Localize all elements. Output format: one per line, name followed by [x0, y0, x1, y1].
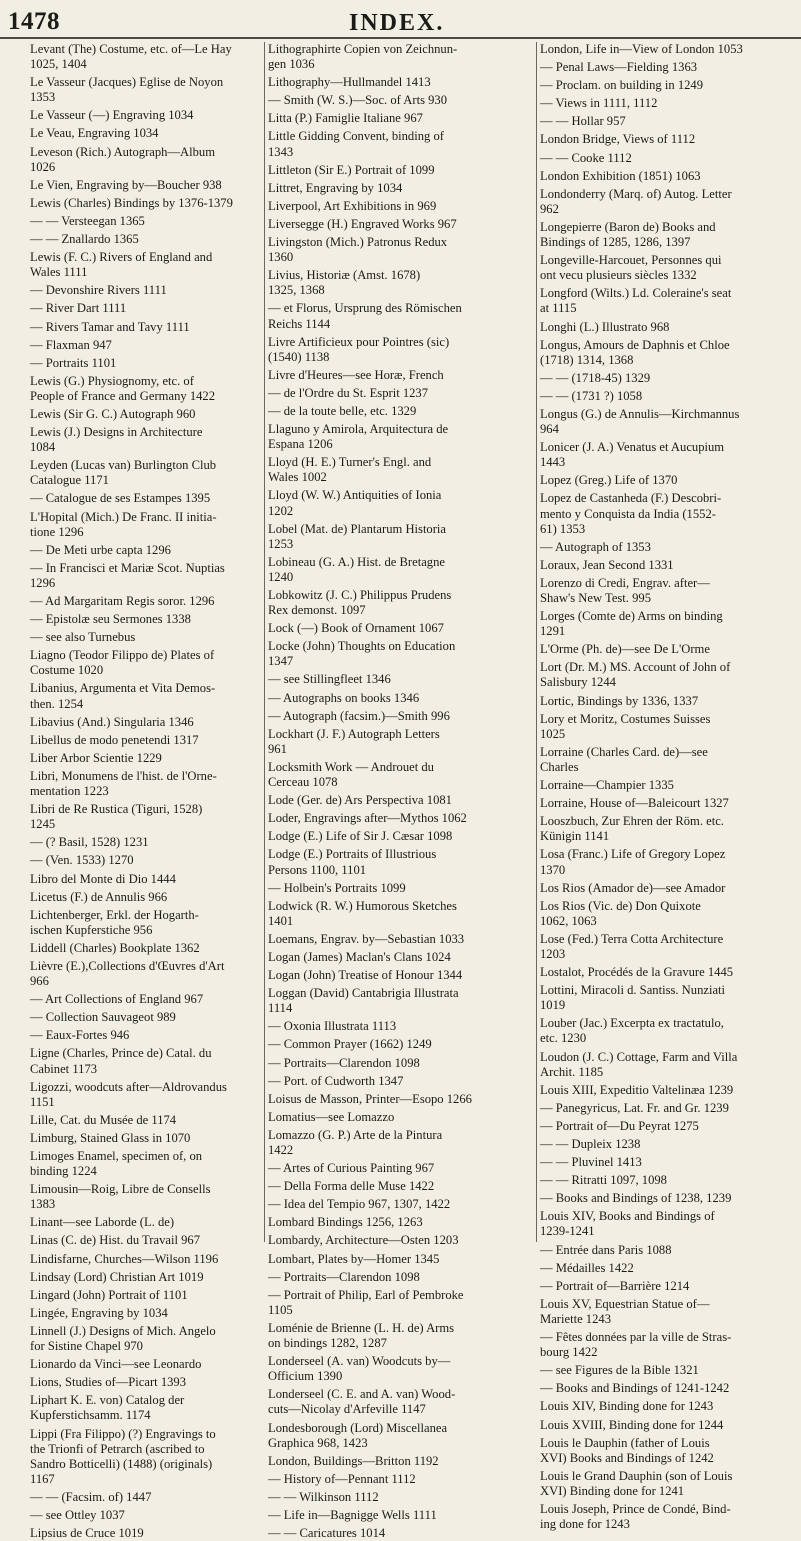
- index-entry: Lortic, Bindings by 1336, 1337: [540, 693, 699, 708]
- index-entry: Liversegge (H.) Engraved Works 967: [268, 216, 457, 231]
- index-entry: London, Life in—View of London 1053: [540, 42, 743, 56]
- index-entry: Los Rios (Vic. de) Don Quixote 1062, 1063: [540, 898, 701, 928]
- index-entry: Lombard Bindings 1256, 1263: [268, 1215, 423, 1230]
- index-entry: Lipsius de Cruce 1019: [30, 1526, 144, 1541]
- index-entry: Liphart K. E. von) Catalog der Kupferstichsamm. 1174: [30, 1393, 185, 1423]
- index-entry: Lloyd (W. W.) Antiquities of Ionia 1202: [268, 488, 442, 518]
- index-entry: L'Orme (Ph. de)—see De L'Orme: [540, 642, 710, 657]
- index-entry: — Médailles 1422: [540, 1260, 634, 1275]
- index-entry: Longford (Wilts.) Ld. Coleraine's seat at 1115: [540, 286, 732, 316]
- index-entry: Linas (C. de) Hist. du Travail 967: [30, 1233, 201, 1248]
- index-entry: — — (1718-45) 1329: [540, 370, 651, 385]
- index-entry: Lichtenberger, Erkl. der Hogarth- ischen Kupferstiche 956: [30, 907, 199, 937]
- index-entry: Little Gidding Convent, binding of 1343: [268, 129, 444, 159]
- index-entry: L'Hopital (Mich.) De Franc. II initia- tione 1296: [30, 509, 217, 539]
- index-entry: Lewis (G.) Physiognomy, etc. of People of France and Germany 1422: [30, 373, 216, 403]
- index-entry: — — Wilkinson 1112: [268, 1489, 379, 1504]
- index-entry: Loisus de Masson, Printer—Esopo 1266: [268, 1091, 472, 1106]
- index-entry: Londerseel (A. van) Woodcuts by— Officium 1390: [268, 1354, 451, 1384]
- index-entry: Livre Artificieux pour Pointres (sic) (1540) 1138: [268, 334, 450, 364]
- index-entry: Limburg, Stained Glass in 1070: [30, 1130, 191, 1145]
- index-column-1: [30, 42, 257, 1541]
- index-entry: Loemans, Engrav. by—Sebastian 1033: [268, 931, 465, 946]
- index-entry: Lombardy, Architecture—Osten 1203: [268, 1233, 459, 1248]
- index-entry: Liddell (Charles) Bookplate 1362: [30, 940, 200, 955]
- index-entry: Libavius (And.) Singularia 1346: [30, 714, 194, 729]
- index-entry: Livius, Historiæ (Amst. 1678) 1325, 1368: [268, 268, 421, 298]
- index-entry: Lottini, Miracoli d. Santiss. Nunziati 1019: [540, 983, 726, 1013]
- index-entry: Lostalot, Procédés de la Gravure 1445: [540, 965, 734, 980]
- index-entry: Loménie de Brienne (L. H. de) Arms on bindings 1282, 1287: [268, 1320, 455, 1351]
- index-entry: Lodwick (R. W.) Humorous Sketches 1401: [268, 898, 457, 928]
- index-entry: — Proclam. on building in 1249: [540, 78, 704, 93]
- index-entry: — — Cooke 1112: [540, 150, 632, 165]
- index-entry: — In Francisci et Mariæ Scot. Nuptias 1296: [30, 560, 225, 590]
- index-entry: — Life in—Bagnigge Wells 1111: [268, 1507, 437, 1522]
- index-entry: Licetus (F.) de Annulis 966: [30, 889, 168, 904]
- index-entry: — Smith (W. S.)—Soc. of Arts 930: [268, 93, 448, 108]
- index-entry: Limousin—Roig, Libre de Consells 1383: [30, 1182, 211, 1212]
- index-entry: Logan (John) Treatise of Honour 1344: [268, 968, 463, 983]
- index-entry: Lewis (J.) Designs in Architecture 1084: [30, 425, 203, 455]
- index-entry: — Views in 1111, 1112: [540, 96, 658, 111]
- index-entry: — Idea del Tempio 967, 1307, 1422: [268, 1197, 451, 1212]
- index-entry: Loudon (J. C.) Cottage, Farm and Villa Archit. 1185: [540, 1049, 738, 1079]
- index-entry: — (? Basil, 1528) 1231: [30, 835, 149, 850]
- index-entry: — — Versteegan 1365: [30, 213, 145, 228]
- index-entry: Leyden (Lucas van) Burlington Club Catalogue 1171: [30, 458, 217, 488]
- index-entry: Levant (The) Costume, etc. of—Le Hay 1025, 1404: [30, 42, 232, 72]
- index-entry: Ligozzi, woodcuts after—Aldrovandus 1151: [30, 1079, 227, 1109]
- index-entry: Llaguno y Amirola, Arquitectura de Espana 1206: [268, 422, 449, 452]
- index-entry: Lopez de Castanheda (F.) Descobri- mento y Conquista da India (1552- 61) 1353: [540, 491, 722, 536]
- index-entry: Lindisfarne, Churches—Wilson 1196: [30, 1251, 219, 1266]
- index-entry: — — (1731 ?) 1058: [540, 388, 643, 403]
- index-entry: Lippi (Fra Filippo) (?) Engravings to the Trionfi of Petrarch (ascribed to Sandro Botticelli) (1488) (originals) 1167: [30, 1426, 216, 1486]
- index-entry: Lions, Studies of—Picart 1393: [30, 1375, 187, 1390]
- index-entry: Le Vasseur (Jacques) Eglise de Noyon 1353: [30, 75, 224, 105]
- index-entry: — de la toute belle, etc. 1329: [268, 403, 417, 418]
- index-entry: — — Caricatures 1014: [268, 1526, 386, 1541]
- index-entry: Lombart, Plates by—Homer 1345: [268, 1251, 440, 1266]
- index-entry: — De Meti urbe capta 1296: [30, 542, 171, 557]
- index-entry: — Portraits—Clarendon 1098: [268, 1055, 420, 1070]
- index-entry: London, Buildings—Britton 1192: [268, 1453, 439, 1468]
- index-entry: — Books and Bindings of 1241-1242: [540, 1381, 730, 1396]
- index-entry: Livingston (Mich.) Patronus Redux 1360: [268, 235, 448, 265]
- index-entry: Lobineau (G. A.) Hist. de Bretagne 1240: [268, 554, 445, 584]
- index-entry: Limoges Enamel, specimen of, on binding 1224: [30, 1149, 203, 1179]
- index-entry: Logan (James) Maclan's Clans 1024: [268, 949, 451, 964]
- index-entry: Lingée, Engraving by 1034: [30, 1305, 168, 1320]
- index-entry: Longeville-Harcouet, Personnes qui ont vecu plusieurs siècles 1332: [540, 253, 722, 283]
- index-entry: Liverpool, Art Exhibitions in 969: [268, 198, 437, 213]
- index-entry: — — (Facsim. of) 1447: [30, 1489, 152, 1504]
- index-entry: London Exhibition (1851) 1063: [540, 168, 701, 183]
- index-entry: Libanius, Argumenta et Vita Demos- then. 1254: [30, 681, 216, 711]
- index-entry: Lobel (Mat. de) Plantarum Historia 1253: [268, 521, 447, 551]
- index-entry: Londonderry (Marq. of) Autog. Letter 962: [540, 186, 732, 216]
- index-entry: — History of—Pennant 1112: [268, 1471, 416, 1486]
- index-entry: Louis XV, Equestrian Statue of— Mariette 1243: [540, 1296, 710, 1326]
- index-entry: Libri de Re Rustica (Tiguri, 1528) 1245: [30, 802, 203, 832]
- index-entry: Louis Joseph, Prince de Condé, Bind- ing done for 1243: [540, 1501, 731, 1532]
- index-entry: Los Rios (Amador de)—see Amador: [540, 880, 726, 895]
- index-entry: — Autograph of 1353: [540, 539, 651, 554]
- index-entry: Lose (Fed.) Terra Cotta Architecture 1203: [540, 931, 724, 961]
- index-entry: Litta (P.) Famiglie Italiane 967: [268, 111, 423, 126]
- index-entry: — Panegyricus, Lat. Fr. and Gr. 1239: [540, 1100, 729, 1115]
- index-entry: — de l'Ordre du St. Esprit 1237: [268, 385, 429, 400]
- index-entry: Lobkowitz (J. C.) Philippus Prudens Rex demonst. 1097: [268, 588, 452, 618]
- index-entry: Looszbuch, Zur Ehren der Röm. etc. Künigin 1141: [540, 814, 724, 844]
- index-entry: — Portrait of—Barrière 1214: [540, 1278, 690, 1293]
- index-entry: Littret, Engraving by 1034: [268, 180, 403, 195]
- index-entry: Lockhart (J. F.) Autograph Letters 961: [268, 726, 440, 756]
- index-entry: — — Hollar 957: [540, 114, 626, 129]
- index-entry: — River Dart 1111: [30, 301, 127, 316]
- index-entry: Liber Arbor Scientie 1229: [30, 750, 162, 765]
- index-entry: — Flaxman 947: [30, 337, 112, 352]
- index-column-3: [536, 42, 801, 1532]
- index-entry: Lory et Moritz, Costumes Suisses 1025: [540, 711, 711, 741]
- index-entry: Libellus de modo penetendi 1317: [30, 732, 199, 747]
- index-entry: — Entrée dans Paris 1088: [540, 1242, 672, 1257]
- index-entry: Londesborough (Lord) Miscellanea Graphica 968, 1423: [268, 1420, 448, 1450]
- index-entry: — — Dupleix 1238: [540, 1137, 641, 1151]
- index-entry: Leveson (Rich.) Autograph—Album 1026: [30, 144, 216, 174]
- index-entry: — Portrait of—Du Peyrat 1275: [540, 1118, 699, 1133]
- index-entry: Loggan (David) Cantabrigia Illustrata 1114: [268, 986, 459, 1016]
- index-entry: — Fêtes données par la ville de Stras- bourg 1422: [540, 1330, 732, 1360]
- index-entry: Loder, Engravings after—Mythos 1062: [268, 811, 467, 826]
- index-entry: — et Florus, Ursprung des Römischen Reichs 1144: [268, 301, 462, 331]
- index-entry: — Portrait of Philip, Earl of Pembroke 1105: [268, 1287, 464, 1317]
- index-entry: Lorges (Comte de) Arms on binding 1291: [540, 609, 723, 639]
- index-entry: Ligne (Charles, Prince de) Catal. du Cabinet 1173: [30, 1046, 212, 1076]
- index-entry: Lithographirte Copien von Zeichnun- gen 1036: [268, 42, 458, 72]
- index-entry: — Catalogue de ses Estampes 1395: [30, 491, 211, 506]
- index-entry: — Common Prayer (1662) 1249: [268, 1037, 432, 1052]
- index-entry: Lode (Ger. de) Ars Perspectiva 1081: [268, 793, 452, 808]
- index-entry: — Autographs on books 1346: [268, 690, 420, 705]
- index-entry: — Penal Laws—Fielding 1363: [540, 60, 698, 75]
- index-entry: Lewis (Charles) Bindings by 1376-1379: [30, 195, 233, 210]
- index-entry: — Holbein's Portraits 1099: [268, 880, 406, 895]
- index-entry: Loraux, Jean Second 1331: [540, 557, 674, 572]
- index-entry: Livre d'Heures—see Horæ, French: [268, 367, 444, 382]
- index-entry: — Epistolæ seu Sermones 1338: [30, 612, 191, 627]
- index-entry: — Rivers Tamar and Tavy 1111: [30, 319, 190, 334]
- index-entry: — — Pluvinel 1413: [540, 1155, 642, 1170]
- index-entry: — Eaux-Fortes 946: [30, 1028, 130, 1043]
- index-entry: — — Ritratti 1097, 1098: [540, 1173, 667, 1188]
- index-entry: Le Vasseur (—) Engraving 1034: [30, 108, 194, 123]
- index-entry: Libri, Monumens de l'hist. de l'Orne- mentation 1223: [30, 768, 217, 799]
- index-entry: Linant—see Laborde (L. de): [30, 1215, 175, 1230]
- index-entry: Lopez (Greg.) Life of 1370: [540, 473, 678, 488]
- index-entry: Le Veau, Engraving 1034: [30, 126, 159, 141]
- index-entry: Locke (John) Thoughts on Education 1347: [268, 639, 456, 669]
- index-entry: Lorraine, House of—Baleicourt 1327: [540, 796, 729, 811]
- index-entry: Lort (Dr. M.) MS. Account of John of Salisbury 1244: [540, 660, 731, 690]
- index-entry: Louis XIV, Books and Bindings of 1239-1241: [540, 1209, 715, 1239]
- index-entry: Longhi (L.) Illustrato 968: [540, 319, 670, 334]
- index-entry: Lorraine (Charles Card. de)—see Charles: [540, 744, 708, 774]
- index-entry: Louis le Grand Dauphin (son of Louis XVI) Binding done for 1241: [540, 1468, 733, 1498]
- index-entry: Longus, Amours de Daphnis et Chloe (1718) 1314, 1368: [540, 337, 730, 367]
- index-entry: — (Ven. 1533) 1270: [30, 853, 134, 868]
- index-entry: Lomazzo (G. P.) Arte de la Pintura 1422: [268, 1127, 443, 1157]
- index-entry: Locksmith Work — Androuet du Cerceau 1078: [268, 759, 434, 790]
- index-entry: Lodge (E.) Life of Sir J. Cæsar 1098: [268, 829, 453, 844]
- index-entry: — see Ottley 1037: [30, 1507, 125, 1522]
- index-entry: — Art Collections of England 967: [30, 992, 204, 1007]
- index-entry: — Portraits—Clarendon 1098: [268, 1269, 420, 1284]
- index-entry: Libro del Monte di Dio 1444: [30, 871, 176, 886]
- index-entry: Lodge (E.) Portraits of Illustrious Persons 1100, 1101: [268, 847, 437, 877]
- index-entry: Lomatius—see Lomazzo: [268, 1109, 395, 1124]
- index-entry: Louis XVIII, Binding done for 1244: [540, 1417, 724, 1432]
- index-entry: Louis XIII, Expeditio Valtelinæa 1239: [540, 1082, 734, 1097]
- index-entry: London Bridge, Views of 1112: [540, 132, 696, 147]
- index-entry: Longus (G.) de Annulis—Kirchmannus 964: [540, 406, 740, 437]
- index-entry: — Collection Sauvageot 989: [30, 1010, 176, 1025]
- index-entry: — — Znallardo 1365: [30, 232, 139, 247]
- index-entry: — Portraits 1101: [30, 355, 117, 370]
- index-entry: Lionardo da Vinci—see Leonardo: [30, 1357, 202, 1372]
- index-entry: Lindsay (Lord) Christian Art 1019: [30, 1269, 204, 1284]
- index-column-2: [264, 42, 532, 1541]
- index-entry: — Della Forma delle Muse 1422: [268, 1179, 435, 1194]
- page-title: INDEX.: [349, 10, 445, 36]
- index-entry: Lonicer (J. A.) Venatus et Aucupium 1443: [540, 440, 725, 470]
- index-entry: Lorenzo di Credi, Engrav. after— Shaw's New Test. 995: [540, 575, 710, 605]
- index-entry: Lithography—Hullmandel 1413: [268, 75, 431, 90]
- index-entry: Lewis (F. C.) Rivers of England and Wales 1111: [30, 250, 213, 280]
- header-rule: [0, 37, 801, 39]
- index-entry: — Oxonia Illustrata 1113: [268, 1019, 397, 1034]
- index-entry: — see Figures de la Bible 1321: [540, 1363, 699, 1378]
- index-entry: — Artes of Curious Painting 967: [268, 1161, 435, 1176]
- index-entry: Littleton (Sir E.) Portrait of 1099: [268, 162, 435, 177]
- index-entry: Lièvre (E.),Collections d'Œuvres d'Art 966: [30, 958, 225, 989]
- index-entry: — Books and Bindings of 1238, 1239: [540, 1191, 732, 1206]
- index-entry: Longepierre (Baron de) Books and Bindings of 1285, 1286, 1397: [540, 219, 716, 250]
- index-entry: — Ad Margaritam Regis soror. 1296: [30, 594, 215, 608]
- index-entry: Lille, Cat. du Musée de 1174: [30, 1112, 177, 1127]
- index-entry: — Devonshire Rivers 1111: [30, 283, 167, 298]
- index-entry: Le Vien, Engraving by—Boucher 938: [30, 177, 222, 192]
- index-entry: Lorraine—Champier 1335: [540, 778, 674, 793]
- index-entry: Louis le Dauphin (father of Louis XVI) Books and Bindings of 1242: [540, 1435, 714, 1465]
- index-entry: — Port. of Cudworth 1347: [268, 1073, 404, 1088]
- index-entry: — see also Turnebus: [30, 630, 136, 645]
- index-entry: Louber (Jac.) Excerpta ex tractatulo, etc. 1230: [540, 1016, 724, 1046]
- index-entry: Losa (Franc.) Life of Gregory Lopez 1370: [540, 847, 726, 877]
- index-entry: Lewis (Sir G. C.) Autograph 960: [30, 406, 196, 421]
- index-entry: Linnell (J.) Designs of Mich. Angelo for Sistine Chapel 970: [30, 1323, 216, 1354]
- index-entry: — see Stillingfleet 1346: [268, 672, 391, 687]
- page-number: 1478: [8, 8, 60, 35]
- index-entry: Londerseel (C. E. and A. van) Wood- cuts—Nicolay d'Arfeville 1147: [268, 1387, 456, 1417]
- index-entry: Liagno (Teodor Filippo de) Plates of Costume 1020: [30, 648, 215, 678]
- index-entry: — Autograph (facsim.)—Smith 996: [268, 708, 450, 723]
- index-entry: Lingard (John) Portrait of 1101: [30, 1287, 188, 1302]
- index-entry: Louis XIV, Binding done for 1243: [540, 1399, 714, 1414]
- index-entry: Lloyd (H. E.) Turner's Engl. and Wales 1002: [268, 455, 432, 485]
- index-entry: Lock (—) Book of Ornament 1067: [268, 621, 444, 636]
